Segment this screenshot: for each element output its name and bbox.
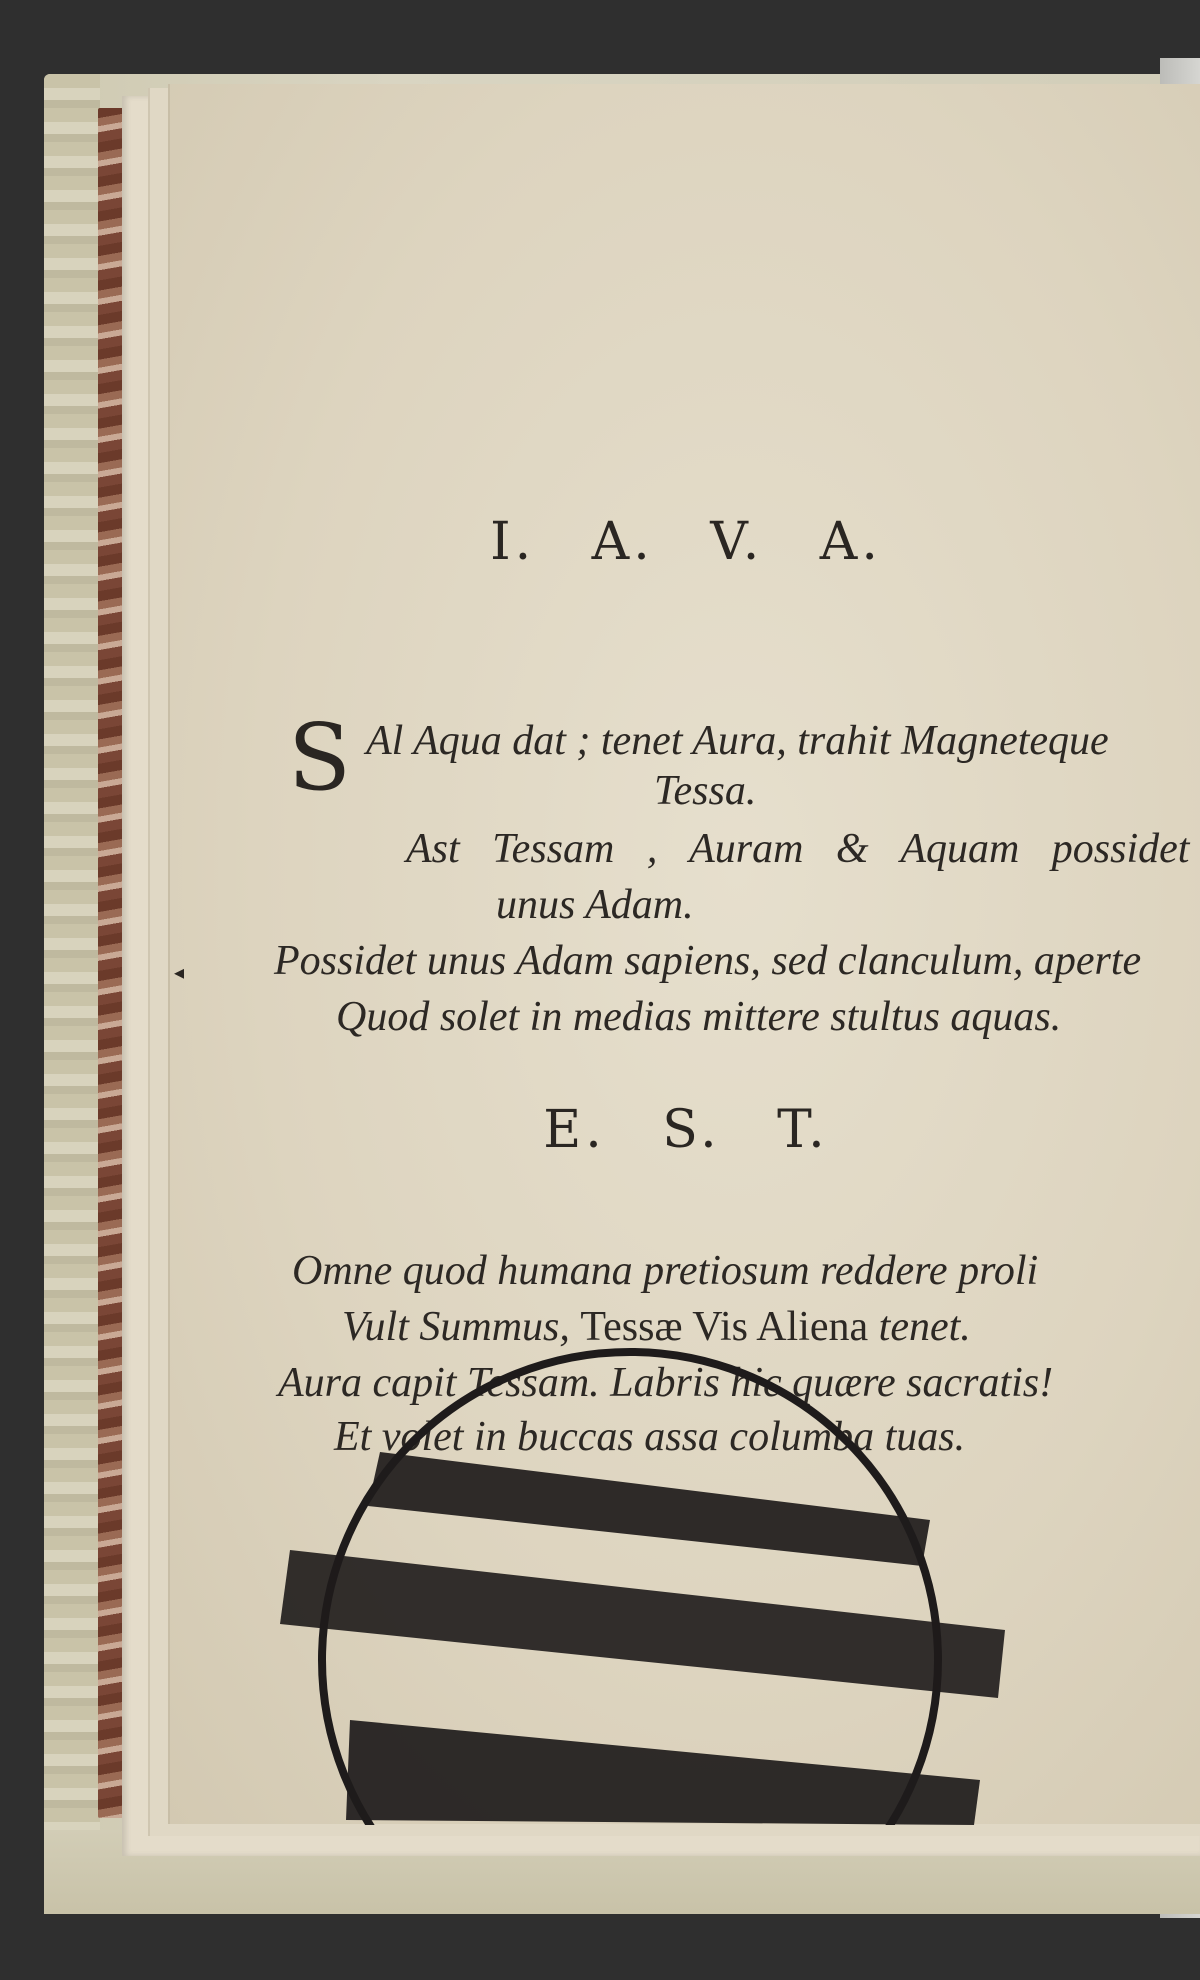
verse-line: Tessa. [654, 768, 757, 814]
cover-spine-edge [44, 74, 100, 1914]
drawn-emblem-circle-bars [250, 1340, 1010, 1980]
heading-est: E. S. T. [543, 1100, 829, 1160]
verse-line: Omne quod humana pretiosum reddere proli [292, 1248, 1039, 1294]
margin-mark: ◂ [174, 960, 185, 984]
verse-line: unus Adam. [496, 882, 694, 928]
marbled-endpaper [98, 108, 124, 1818]
emblem-bar [346, 1720, 980, 1825]
verse-italic: tenet. [878, 1304, 971, 1350]
verse-line: Quod solet in medias mittere stultus aquas. [336, 994, 1062, 1040]
verse-line: Aura capit Tessam. Labris hic quære sacratis! [278, 1360, 1054, 1406]
verse-line: Al Aqua dat ; tenet Aura, trahit Magneteque [366, 718, 1109, 764]
drop-cap: S [288, 704, 352, 811]
verse-line: Possidet unus Adam sapiens, sed clanculum, aperte [274, 938, 1142, 984]
verse-roman: Tessæ Vis Aliena [580, 1304, 869, 1350]
emblem-bar [280, 1550, 1005, 1698]
heading-iava: I. A. V. A. [490, 512, 882, 572]
verse-italic: Vult Summus, [342, 1304, 570, 1350]
verse-line: Et volet in buccas assa columba tuas. [334, 1414, 966, 1460]
emblem-bar [368, 1452, 930, 1566]
verse-line: Ast Tessam , Auram & Aquam possidet [406, 826, 1190, 872]
